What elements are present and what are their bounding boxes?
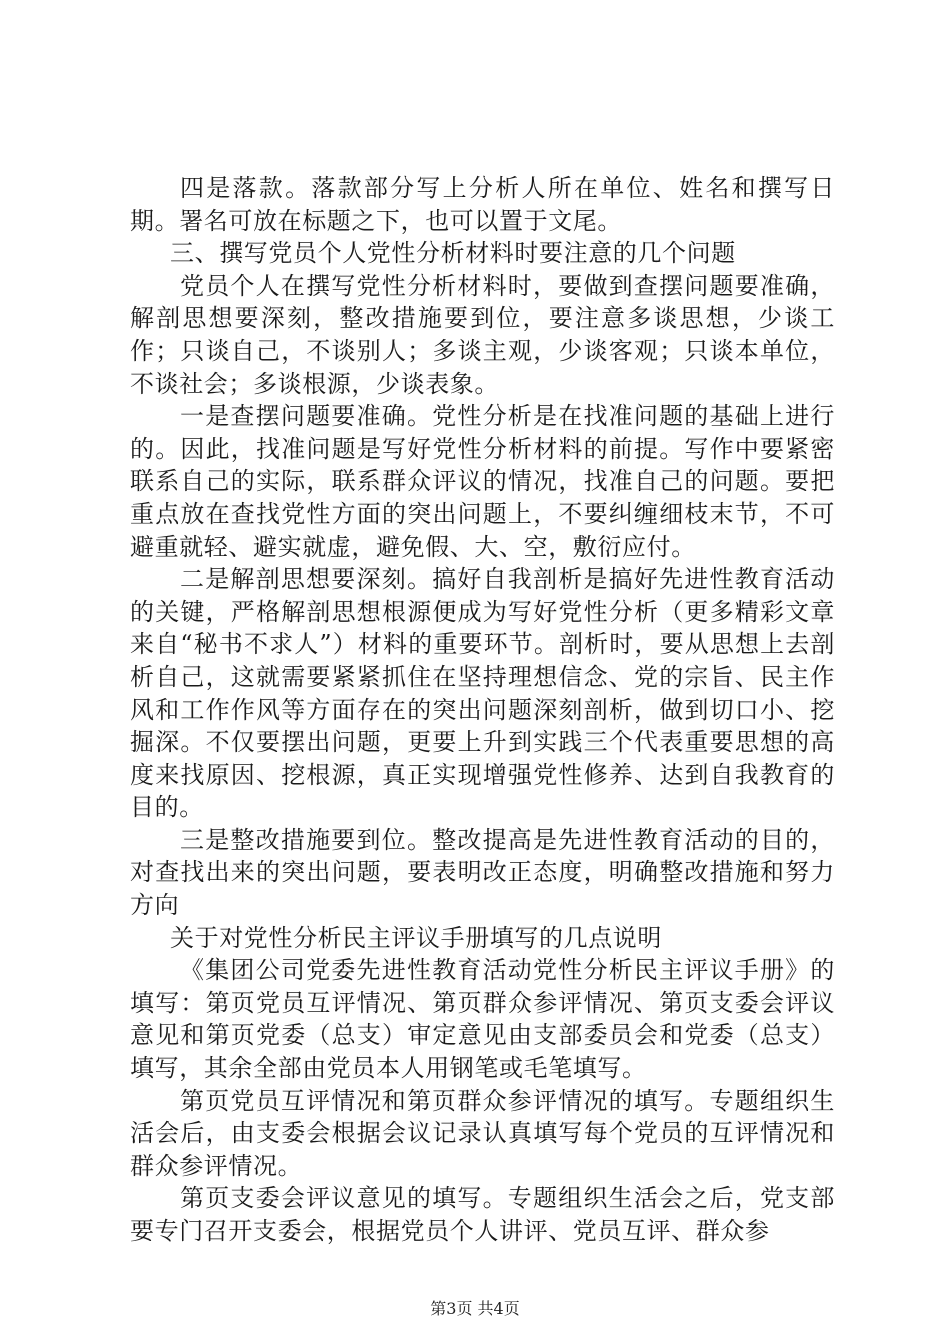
paragraph-point-one: 一是查摆问题要准确。党性分析是在找准问题的基础上进行的。因此，找准问题是写好党性分析材料的前提。写作中要紧密联系自己的实际，联系群众评议的情况，找准自己的问题。要把重点放在查找党性方面的突出问题上，不要纠缠细枝末节，不可避重就轻、避实就虚，避免假、大、空，敷衍应付。 — [130, 402, 835, 561]
paragraph-signature: 四是落款。落款部分写上分析人所在单位、姓名和撰写日期。署名可放在标题之下，也可以置于文尾。 — [130, 174, 835, 235]
document-body — [130, 172, 835, 1248]
paragraph-committee-opinion: 第页支委会评议意见的填写。专题组织生活会之后，党支部要专门召开支委会，根据党员个人讲评、党员互评、群众参 — [130, 1184, 835, 1245]
page-number: 第3页 共4页 — [430, 1299, 520, 1318]
section-heading: 三、撰写党员个人党性分析材料时要注意的几个问题 — [170, 239, 736, 268]
paragraph-intro: 党员个人在撰写党性分析材料时，要做到查摆问题要准确，解剖思想要深刻，整改措施要到位，要注意多谈思想，少谈工作；只谈自己，不谈别人；多谈主观，少谈客观；只谈本单位，不谈社会；多谈根源，少谈表象。 — [130, 271, 835, 398]
subsection-heading: 关于对党性分析民主评议手册填写的几点说明 — [170, 923, 662, 952]
paragraph-point-two: 二是解剖思想要深刻。搞好自我剖析是搞好先进性教育活动的关键，严格解剖思想根源便成为写好党性分析（更多精彩文章来自“秘书不求人”）材料的重要环节。剖析时，要从思想上去剖析自己，这就需要紧紧抓住在坚持理想信念、党的宗旨、民主作风和工作作风等方面存在的突出问题深刻剖析，做到切口小、挖掘深。不仅要摆出问题，更要上升到实践三个代表重要思想的高度来找原因、挖根源，真正实现增强党性修养、达到自我教育的目的。 — [130, 565, 835, 822]
paragraph-manual-filling: 《集团公司党委先进性教育活动党性分析民主评议手册》的填写：第页党员互评情况、第页群众参评情况、第页支委会评议意见和第页党委（总支）审定意见由支部委员会和党委（总支）填写，其余全部由党员本人用钢笔或毛笔填写。 — [130, 956, 835, 1083]
paragraph-mutual-evaluation: 第页党员互评情况和第页群众参评情况的填写。专题组织生活会后，由支委会根据会议记录认真填写每个党员的互评情况和群众参评情况。 — [130, 1086, 835, 1180]
paragraph-point-three: 三是整改措施要到位。整改提高是先进性教育活动的目的，对查找出来的突出问题，要表明改正态度，明确整改措施和努力方向 — [130, 825, 835, 920]
